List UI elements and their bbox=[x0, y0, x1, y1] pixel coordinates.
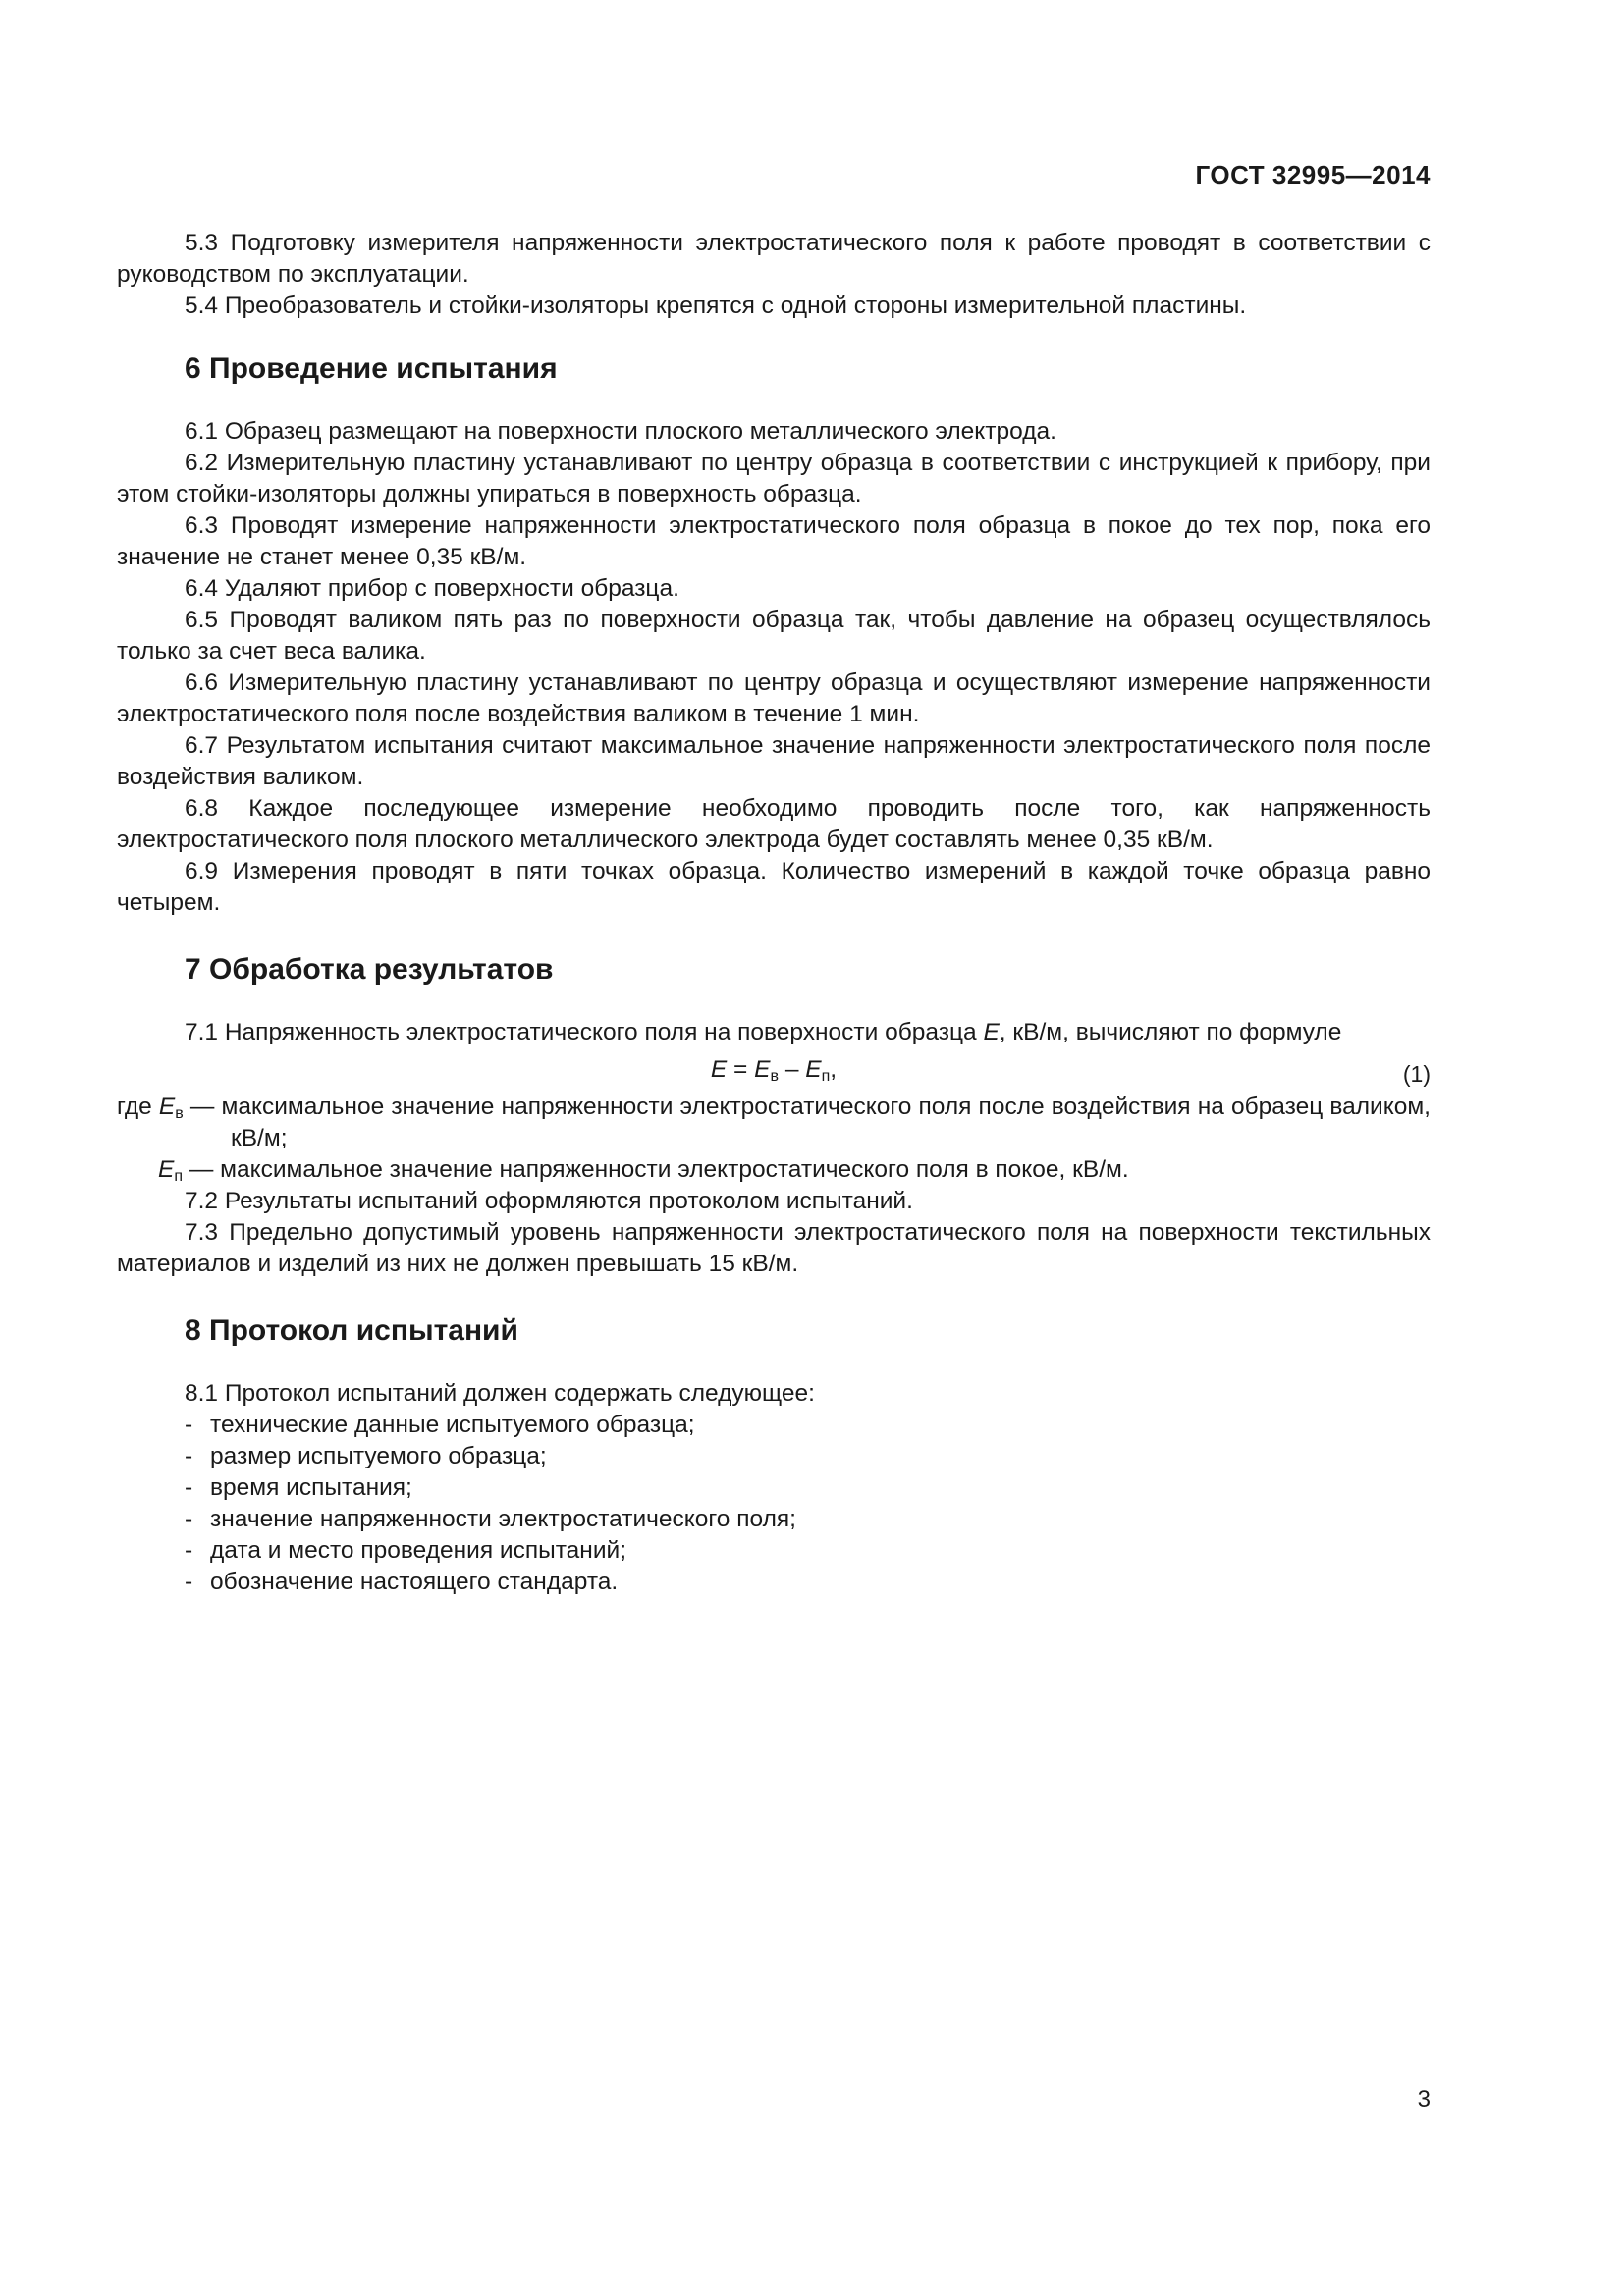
paragraph-6-8: 6.8 Каждое последующее измерение необходимо проводить после того, как напряженность электростатического поля плоского металлического электрода будет составлять менее 0,35 кВ/м. bbox=[117, 795, 1431, 853]
list-item-text: технические данные испытуемого образца; bbox=[210, 1412, 695, 1438]
paragraph-7-1-text-b: , кВ/м, вычисляют по формуле bbox=[999, 1019, 1342, 1045]
list-item bbox=[117, 1535, 1431, 1567]
formula-term-1-subscript: в bbox=[770, 1068, 780, 1085]
list-item-text: дата и место проведения испытаний; bbox=[210, 1537, 627, 1564]
paragraph-6-6: 6.6 Измерительную пластину устанавливают по центру образца и осуществляют измерение напряженности электростатического поля после воздействия валиком в течение 1 мин. bbox=[117, 669, 1431, 727]
paragraph-5-3: 5.3 Подготовку измерителя напряженности электростатического поля к работе проводят в соответствии с руководством по эксплуатации. bbox=[117, 230, 1431, 288]
list-item bbox=[117, 1410, 1431, 1441]
variable-e: E bbox=[983, 1019, 1000, 1045]
paragraph-7-2: 7.2 Результаты испытаний оформляются протоколом испытаний. bbox=[185, 1188, 913, 1214]
list-item bbox=[117, 1472, 1431, 1504]
list-item-text: время испытания; bbox=[210, 1474, 412, 1501]
paragraph-6-9: 6.9 Измерения проводят в пяти точках образца. Количество измерений в каждой точке образца равно четырем. bbox=[117, 858, 1431, 916]
list-dash: - bbox=[185, 1506, 193, 1532]
where-clause-ep bbox=[117, 1154, 1431, 1186]
paragraph-6-2: 6.2 Измерительную пластину устанавливают по центру образца в соответствии с инструкцией к прибору, при этом стойки-изоляторы должны упираться в поверхность образца. bbox=[117, 450, 1431, 507]
list-dash: - bbox=[185, 1569, 193, 1595]
list-item bbox=[117, 1441, 1431, 1472]
where-ev-subscript: в bbox=[175, 1105, 184, 1122]
page-number: 3 bbox=[1417, 2086, 1431, 2112]
section-7-heading: 7 Обработка результатов bbox=[185, 953, 554, 986]
document-code-header: ГОСТ 32995—2014 bbox=[1195, 160, 1431, 189]
formula-lhs: E bbox=[710, 1056, 728, 1083]
paragraph-5-4: 5.4 Преобразователь и стойки-изоляторы крепятся с одной стороны измерительной пластины. bbox=[185, 293, 1247, 319]
where-prefix: где bbox=[117, 1094, 159, 1120]
formula-equals: = bbox=[727, 1056, 755, 1083]
formula-expression bbox=[117, 1054, 1431, 1086]
formula-term-2-subscript: п bbox=[821, 1068, 831, 1085]
section-6-heading: 6 Проведение испытания bbox=[185, 352, 558, 385]
list-dash: - bbox=[185, 1537, 193, 1564]
list-item-text: обозначение настоящего стандарта. bbox=[210, 1569, 619, 1595]
where-ep-subscript: п bbox=[174, 1168, 184, 1185]
where-ev-variable: E bbox=[158, 1094, 176, 1120]
paragraph-6-4: 6.4 Удаляют прибор с поверхности образца. bbox=[185, 575, 679, 602]
list-item bbox=[117, 1504, 1431, 1535]
paragraph-6-1: 6.1 Образец размещают на поверхности плоского металлического электрода. bbox=[185, 418, 1056, 445]
formula-minus: – bbox=[779, 1056, 806, 1083]
formula-1 bbox=[117, 1048, 1431, 1092]
where-ep-text: — максимальное значение напряженности электростатического поля в покое, кВ/м. bbox=[183, 1156, 1129, 1183]
list-dash: - bbox=[185, 1412, 193, 1438]
formula-term-2: E bbox=[805, 1056, 822, 1083]
where-ev-text: — максимальное значение напряженности электростатического поля после воздействия на образец валиком, кВ/м; bbox=[183, 1094, 1431, 1151]
list-dash: - bbox=[185, 1443, 193, 1469]
paragraph-6-3: 6.3 Проводят измерение напряженности электростатического поля образца в покое до тех пор, пока его значение не станет менее 0,35 кВ/м. bbox=[117, 512, 1431, 570]
section-8-heading: 8 Протокол испытаний bbox=[185, 1314, 518, 1347]
list-item-text: значение напряженности электростатического поля; bbox=[210, 1506, 796, 1532]
list-item-text: размер испытуемого образца; bbox=[210, 1443, 547, 1469]
document-body bbox=[117, 228, 1431, 1598]
paragraph-8-1: 8.1 Протокол испытаний должен содержать следующее: bbox=[185, 1380, 815, 1407]
paragraph-6-5: 6.5 Проводят валиком пять раз по поверхности образца так, чтобы давление на образец осуществлялось только за счет веса валика. bbox=[117, 607, 1431, 665]
formula-tail: , bbox=[830, 1056, 838, 1083]
formula-number: (1) bbox=[1402, 1061, 1431, 1087]
where-ep-variable: E bbox=[158, 1156, 175, 1183]
paragraph-7-1 bbox=[117, 1017, 1431, 1048]
list-item bbox=[117, 1567, 1431, 1598]
formula-term-1: E bbox=[754, 1056, 771, 1083]
paragraph-6-7: 6.7 Результатом испытания считают максимальное значение напряженности электростатического поля после воздействия валиком. bbox=[117, 732, 1431, 790]
paragraph-7-3: 7.3 Предельно допустимый уровень напряженности электростатического поля на поверхности текстильных материалов и изделий из них не должен превышать 15 кВ/м. bbox=[117, 1219, 1431, 1277]
where-clause-ev bbox=[117, 1092, 1431, 1154]
paragraph-7-1-text-a: 7.1 Напряженность электростатического поля на поверхности образца bbox=[185, 1019, 984, 1045]
list-dash: - bbox=[185, 1474, 193, 1501]
